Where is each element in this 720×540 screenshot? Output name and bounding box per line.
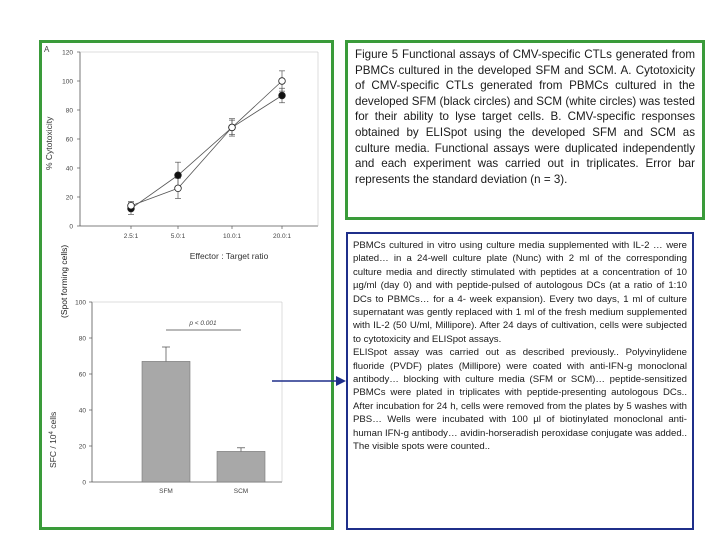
- elispot-chart: [48, 300, 282, 496]
- panel-label-a: A: [44, 45, 50, 54]
- x-tick-label: 20.0:1: [272, 233, 292, 240]
- figure-caption: Figure 5 Functional assays of CMV-specific CTLs generated from PBMCs cultured in the developed SFM and SCM. A. Cytotoxicity of CMV-specific CTLs generated from PBMCs cultured in the developed SFM (black circles) and SCM (white circles) was tested for their ability to lyse target cells. B. CMV-specific responses obtained by ELISpot using the developed SFM and SCM as culture media. Functional assays were duplicated independently and each experiment was carried out in triplicates. Error bar represents the standard deviation (n = 3).: [345, 40, 705, 220]
- methods-paragraph-1: PBMCs cultured in vitro using culture media supplemented with IL-2 … were plated… in a 24-well culture plate (Nunc) with 2 ml of the corresponding culture media and directly stimulated with peptides at a concentration of 10 µg/ml (day 0) and with peptide-pulsed of autologous DCs (at a ratio of 1:10 DCs to PBMCs… for a 4- week expansion). Every two days, 1 ml of culture supernatant was gently replaced with 1 ml of the fresh medium supplemented with IL-2 (50 U/ml, Millipore). After 24 days of cultivation, cells were subjected to cytotoxicity and ELISpot assays.: [353, 240, 687, 345]
- y-tick-label: 100: [62, 78, 73, 86]
- y-axis-label: [48, 412, 58, 468]
- significance-annotation: p < 0.001: [189, 320, 217, 327]
- connector-arrow-head: [336, 376, 346, 386]
- x-tick-label: 5.0:1: [170, 233, 186, 240]
- data-point-sfm: [175, 172, 182, 179]
- y-axis-label-sup: 4: [49, 431, 55, 435]
- x-tick-label: SCM: [233, 488, 249, 495]
- y-tick-label: 20: [65, 194, 73, 202]
- bar-scm: [217, 451, 265, 482]
- y-tick-label: 20: [78, 443, 86, 451]
- y-tick-label: 0: [69, 223, 73, 231]
- y-tick-label: 40: [78, 407, 86, 415]
- y-axis-label: % Cytotoxicity: [44, 116, 54, 170]
- data-point-scm: [128, 202, 135, 209]
- methods-text: [346, 232, 694, 530]
- y-tick-label: 100: [75, 299, 86, 307]
- x-tick-label: SFM: [159, 488, 173, 495]
- x-tick-label: 10.0:1: [222, 233, 242, 240]
- data-point-scm: [229, 124, 236, 131]
- methods-paragraph-2: ELISpot assay was carried out as described previously.. Polyvinylidene fluoride (PVDF) plates (Millipore) were coated with anti-IFN-g monoclonal antibody… blocking with culture media (SFM or SCM)… peptide-sensitized PBMCs were plated in triplicates with peptide-presenting autologous DCs.. After incubation for 24 h, cells were removed from the plates by 5 washes with PBS… Wells were incubated with 100 µl of biotinylated monoclonal anti-human IFN-g antibody… avidin-horseradish peroxidase conjugate was added.. The visible spots were counted..: [353, 347, 687, 453]
- side-label: (Spot forming cells): [59, 244, 69, 318]
- y-tick-label: 80: [65, 107, 73, 115]
- y-tick-label: 60: [65, 136, 73, 144]
- bar-sfm: [142, 361, 190, 482]
- y-tick-label: 40: [65, 165, 73, 173]
- data-point-scm: [279, 78, 286, 85]
- y-axis-label-main: SFC / 10: [48, 434, 58, 468]
- y-axis-label-rest: cells: [48, 411, 58, 432]
- y-tick-label: 80: [78, 335, 86, 343]
- series-line-sfm: [131, 96, 282, 209]
- y-tick-label: 0: [82, 479, 86, 487]
- data-point-scm: [175, 185, 182, 192]
- series-line-scm: [131, 81, 282, 206]
- y-tick-label: 60: [78, 371, 86, 379]
- x-axis-label: Effector : Target ratio: [189, 251, 269, 261]
- y-tick-label: 120: [62, 49, 73, 57]
- data-point-sfm: [279, 92, 286, 99]
- cytotoxicity-chart: [44, 50, 318, 262]
- x-tick-label: 2.5:1: [123, 233, 139, 240]
